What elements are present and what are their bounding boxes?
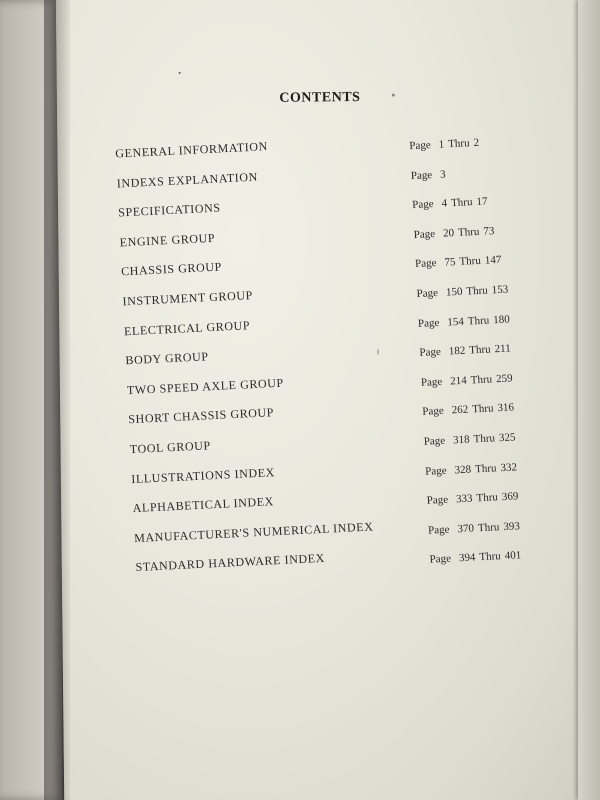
start-page: 150 bbox=[445, 285, 463, 299]
end-page: 211 bbox=[494, 342, 512, 356]
start-page: 182 bbox=[448, 344, 466, 358]
thru-word: Thru bbox=[469, 343, 491, 357]
end-page: 401 bbox=[504, 549, 522, 563]
thru-word: Thru bbox=[473, 432, 496, 446]
start-page: 3 bbox=[439, 168, 446, 181]
thru-word: Thru bbox=[447, 137, 470, 151]
page-word: Page bbox=[423, 434, 446, 448]
start-page: 262 bbox=[451, 404, 469, 417]
paper-speck bbox=[392, 94, 395, 97]
page-range bbox=[418, 313, 514, 330]
page-range bbox=[419, 342, 515, 359]
start-page: 4 bbox=[441, 197, 448, 210]
thru-word: Thru bbox=[466, 284, 489, 298]
end-page: 393 bbox=[503, 520, 521, 533]
start-page: 20 bbox=[442, 226, 455, 240]
page-word: Page bbox=[426, 493, 449, 507]
page-word: Page bbox=[409, 139, 432, 153]
page-word: Page bbox=[420, 375, 443, 389]
section-name: ENGINE GROUP bbox=[119, 230, 216, 250]
section-name: STANDARD HARDWARE INDEX bbox=[135, 551, 326, 575]
end-page: 316 bbox=[497, 401, 515, 415]
thru-word: Thru bbox=[476, 491, 499, 505]
thru-word: Thru bbox=[457, 225, 480, 239]
section-name: SHORT CHASSIS GROUP bbox=[128, 405, 275, 427]
page-range bbox=[424, 431, 520, 448]
page-range bbox=[428, 520, 524, 537]
end-page: 332 bbox=[500, 460, 518, 474]
end-page: 180 bbox=[492, 313, 510, 326]
end-page: 325 bbox=[498, 431, 516, 445]
start-page: 333 bbox=[455, 492, 473, 506]
section-name: BODY GROUP bbox=[125, 349, 209, 368]
section-name: TOOL GROUP bbox=[129, 438, 212, 457]
page-word: Page bbox=[416, 286, 439, 300]
thru-word: Thru bbox=[474, 461, 497, 475]
section-name: CHASSIS GROUP bbox=[120, 259, 223, 279]
section-name: ILLUSTRATIONS INDEX bbox=[130, 464, 276, 486]
start-page: 328 bbox=[454, 463, 472, 476]
section-name: ELECTRICAL GROUP bbox=[123, 317, 251, 338]
end-page: 369 bbox=[501, 490, 519, 504]
page-word: Page bbox=[417, 316, 440, 330]
page-range bbox=[409, 137, 483, 153]
page-range bbox=[422, 402, 518, 419]
table-of-contents bbox=[50, 0, 600, 800]
page-title: CONTENTS bbox=[279, 89, 361, 106]
page-range bbox=[425, 461, 521, 478]
page-word: Page bbox=[429, 553, 452, 567]
page-word: Page bbox=[419, 346, 442, 360]
thru-word: Thru bbox=[450, 196, 473, 210]
page-range bbox=[416, 283, 512, 300]
start-page: 370 bbox=[457, 522, 475, 536]
end-page: 153 bbox=[491, 283, 509, 297]
start-page: 154 bbox=[447, 315, 465, 329]
thru-word: Thru bbox=[479, 550, 502, 564]
end-page: 259 bbox=[495, 372, 513, 386]
section-name: INSTRUMENT GROUP bbox=[122, 288, 254, 309]
thru-word: Thru bbox=[477, 521, 500, 535]
end-page: 73 bbox=[483, 224, 495, 238]
thru-word: Thru bbox=[467, 314, 490, 328]
end-page: 2 bbox=[473, 136, 480, 150]
section-name: TWO SPEED AXLE GROUP bbox=[126, 375, 285, 398]
page-word: Page bbox=[424, 464, 447, 478]
page-range bbox=[415, 254, 506, 270]
start-page: 318 bbox=[452, 433, 470, 447]
page-range bbox=[412, 195, 492, 211]
paper-speck bbox=[179, 72, 181, 74]
page-range bbox=[421, 372, 517, 389]
start-page: 75 bbox=[444, 256, 456, 269]
section-name: GENERAL INFORMATION bbox=[115, 139, 269, 161]
page-range bbox=[429, 549, 525, 566]
page-word: Page bbox=[411, 198, 434, 212]
page-range bbox=[410, 168, 449, 182]
end-page: 147 bbox=[484, 254, 502, 268]
start-page: 214 bbox=[449, 374, 468, 388]
page-word: Page bbox=[414, 257, 437, 271]
end-page: 17 bbox=[476, 195, 488, 209]
right-page-edge bbox=[578, 0, 600, 800]
book-gutter-shadow bbox=[44, 0, 70, 800]
page-range bbox=[413, 225, 498, 241]
page-word: Page bbox=[427, 523, 450, 537]
start-page: 1 bbox=[438, 138, 445, 151]
page-range bbox=[426, 490, 522, 507]
section-name: MANUFACTURER'S NUMERICAL INDEX bbox=[133, 519, 374, 545]
thru-word: Thru bbox=[470, 373, 493, 387]
thru-word: Thru bbox=[471, 402, 494, 416]
page-word: Page bbox=[410, 168, 433, 182]
section-name: SPECIFICATIONS bbox=[117, 200, 221, 220]
section-name: ALPHABETICAL INDEX bbox=[132, 494, 275, 516]
section-name: INDEXS EXPLANATION bbox=[116, 169, 259, 191]
thru-word: Thru bbox=[459, 255, 482, 269]
contents-page bbox=[56, 0, 592, 800]
start-page: 394 bbox=[458, 551, 476, 565]
page-word: Page bbox=[413, 227, 436, 241]
page-word: Page bbox=[422, 405, 445, 419]
paper-speck bbox=[378, 349, 379, 355]
